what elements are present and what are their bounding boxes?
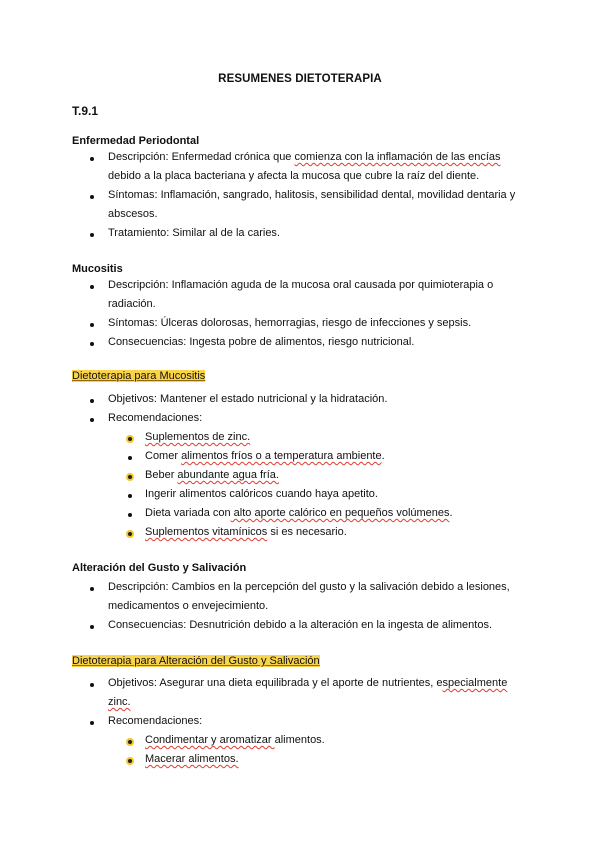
spellcheck-text: comienza con la inflamación de las encías: [294, 151, 501, 163]
bullet: [90, 587, 94, 591]
text-span: Objetivos: Asegurar una dieta equilibrada y el aporte de nutrientes, e: [108, 677, 443, 689]
section-heading-dieto-mucositis: [72, 370, 205, 382]
bullet: [90, 683, 94, 687]
sub-bullet: [128, 740, 132, 744]
bullet: [90, 721, 94, 725]
mucositis-symptoms: Síntomas: Úlceras dolorosas, hemorragias, riesgo de infecciones y sepsis.: [108, 317, 472, 329]
periodontal-symptoms: Síntomas: Inflamación, sangrado, halitosis, sensibilidad dental, movilidad dentaria y: [108, 189, 516, 201]
text-span: Descripción: Enfermedad crónica que: [108, 151, 295, 163]
recommendation-item: [145, 469, 279, 481]
spellcheck-text: zinc.: [108, 696, 131, 708]
recommendation-item: [145, 450, 385, 462]
recommendation-item: [145, 431, 250, 443]
sub-bullet: [128, 513, 132, 517]
mucositis-description: Descripción: Inflamación aguda de la mucosa oral causada por quimioterapia o: [108, 279, 494, 291]
periodontal-symptoms-cont: abscesos.: [108, 208, 158, 220]
spellcheck-text: abundante agua fría.: [177, 469, 279, 481]
gusto-recommendations-label: Recomendaciones:: [108, 715, 203, 727]
text-span: .: [381, 450, 385, 462]
gusto-objectives: [108, 677, 507, 689]
recommendation-item: Ingerir alimentos calóricos cuando haya apetito.: [145, 488, 378, 500]
sub-bullet: [128, 475, 132, 479]
mucositis-consequences: Consecuencias: Ingesta pobre de alimentos, riesgo nutricional.: [108, 336, 415, 348]
periodontal-description-cont: debido a la placa bacteriana y afecta la mucosa que cubre la raíz del diente.: [108, 170, 480, 182]
bullet: [90, 323, 94, 327]
gusto-objectives-cont: [108, 696, 131, 708]
bullet: [90, 418, 94, 422]
gusto-consequences: Consecuencias: Desnutrición debido a la alteración en la ingesta de alimentos.: [108, 619, 493, 631]
bullet: [90, 342, 94, 346]
highlighted-heading: Dietoterapia para Alteración del Gusto y Salivación: [72, 655, 320, 667]
bullet: [90, 625, 94, 629]
highlighted-heading: Dietoterapia para Mucositis: [72, 370, 206, 382]
spellcheck-text: Condimentar y aromatizar: [145, 734, 275, 746]
recommendation-item: [145, 507, 453, 519]
mucositis-objectives: Objetivos: Mantener el estado nutricional y la hidratación.: [108, 393, 388, 405]
bullet: [90, 285, 94, 289]
mucositis-recommendations-label: Recomendaciones:: [108, 412, 203, 424]
sub-bullet: [128, 437, 132, 441]
document-title: RESUMENES DIETOTERAPIA: [218, 73, 382, 85]
text-span: Comer: [145, 450, 182, 462]
spellcheck-text: Macerar alimentos.: [145, 753, 239, 765]
sub-bullet: [128, 759, 132, 763]
section-heading-dieto-gusto: [72, 655, 320, 667]
section-heading-periodontal: Enfermedad Periodontal: [72, 135, 200, 147]
sub-bullet: [128, 456, 132, 460]
text-span: .: [449, 507, 453, 519]
text-span: Dieta variada con: [145, 507, 231, 519]
spellcheck-text: alimentos fríos o a temperatura ambiente: [181, 450, 382, 462]
spellcheck-text: specialmente: [442, 677, 508, 689]
recommendation-item: [145, 734, 325, 746]
bullet: [90, 157, 94, 161]
periodontal-description: [108, 151, 501, 163]
sub-bullet: [128, 532, 132, 536]
section-heading-gusto: Alteración del Gusto y Salivación: [72, 562, 247, 574]
bullet: [90, 195, 94, 199]
gusto-description: Descripción: Cambios en la percepción del gusto y la salivación debido a lesiones,: [108, 581, 510, 593]
topic-heading: T.9.1: [72, 104, 99, 118]
spellcheck-text: Suplementos de zinc.: [145, 431, 251, 443]
sub-bullet: [128, 494, 132, 498]
recommendation-item: [145, 753, 239, 765]
mucositis-description-cont: radiación.: [108, 298, 156, 310]
section-heading-mucositis: Mucositis: [72, 263, 123, 275]
bullet: [90, 399, 94, 403]
text-span: si es necesario.: [267, 526, 347, 538]
spellcheck-text: alto aporte calórico en pequeños volúmenes: [230, 507, 450, 519]
recommendation-item: [145, 526, 347, 538]
spellcheck-text: Suplementos vitamínicos: [145, 526, 268, 538]
periodontal-treatment: Tratamiento: Similar al de la caries.: [108, 227, 280, 239]
gusto-description-cont: medicamentos o envejecimiento.: [108, 600, 269, 612]
bullet: [90, 233, 94, 237]
text-span: Beber: [145, 469, 178, 481]
text-span: alimentos.: [274, 734, 325, 746]
